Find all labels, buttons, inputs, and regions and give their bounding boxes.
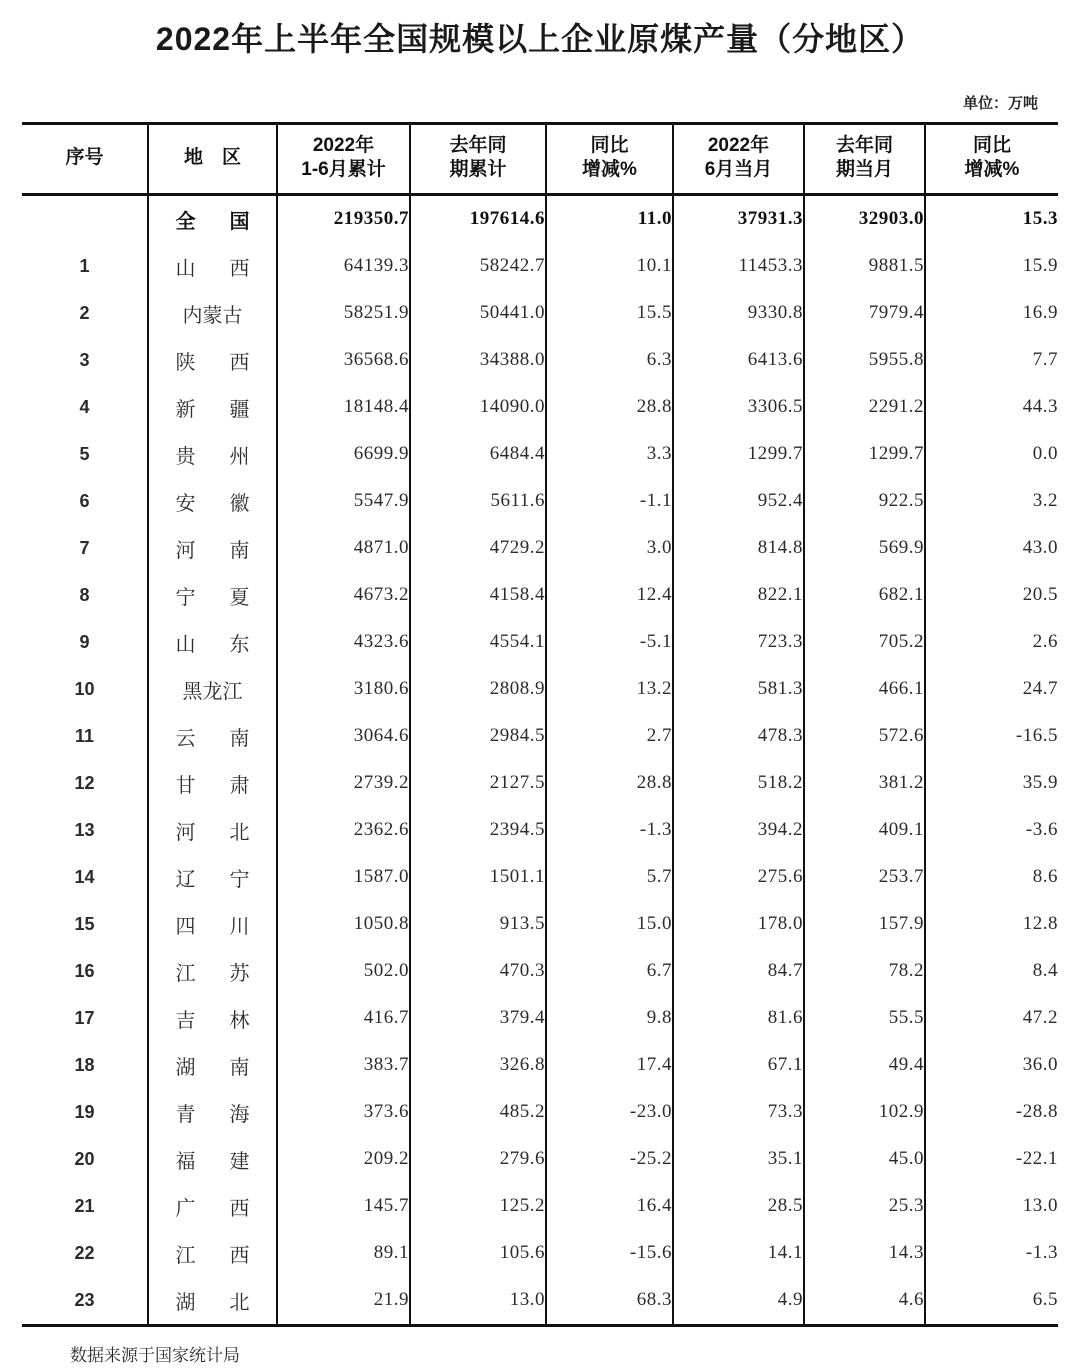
header-line-1: 2022年	[707, 135, 770, 157]
table-row	[22, 525, 1058, 572]
region-name: 云南	[175, 727, 250, 750]
row-jun-prev: 409.1	[804, 807, 925, 854]
row-region	[148, 854, 277, 901]
header-line-1: 2022年	[312, 135, 375, 157]
row-index: 19	[74, 1101, 95, 1122]
row-ytd-prev: 58242.7	[410, 243, 546, 290]
row-ytd-yoy: 10.1	[546, 243, 673, 290]
header-line-2: 增减%	[964, 159, 1020, 181]
column-header-region	[148, 124, 277, 195]
row-jun-2022: 723.3	[673, 619, 804, 666]
table-container	[22, 122, 1058, 1327]
row-jun-yoy: 35.9	[925, 760, 1058, 807]
row-ytd-2022: 383.7	[277, 1042, 410, 1089]
row-ytd-prev: 6484.4	[410, 431, 546, 478]
region-name: 山西	[175, 257, 250, 280]
row-jun-yoy: 8.4	[925, 948, 1058, 995]
row-ytd-prev: 379.4	[410, 995, 546, 1042]
row-ytd-yoy: 15.0	[546, 901, 673, 948]
row-jun-prev: 49.4	[804, 1042, 925, 1089]
row-ytd-yoy: 28.8	[546, 760, 673, 807]
row-ytd-prev: 50441.0	[410, 290, 546, 337]
row-jun-yoy: 8.6	[925, 854, 1058, 901]
row-ytd-yoy: -1.3	[546, 807, 673, 854]
row-ytd-prev: 4554.1	[410, 619, 546, 666]
unit-label: 单位：万吨	[962, 95, 1038, 113]
row-ytd-2022: 209.2	[277, 1136, 410, 1183]
row-ytd-prev: 125.2	[410, 1183, 546, 1230]
source-note: 数据来源于国家统计局	[70, 1345, 240, 1365]
row-index	[22, 194, 148, 243]
region-name: 辽宁	[175, 868, 250, 891]
row-ytd-prev: 2394.5	[410, 807, 546, 854]
row-jun-2022: 67.1	[673, 1042, 804, 1089]
row-jun-yoy: 12.8	[925, 901, 1058, 948]
row-jun-2022: 814.8	[673, 525, 804, 572]
region-name: 新疆	[175, 398, 250, 421]
row-jun-2022: 81.6	[673, 995, 804, 1042]
row-jun-yoy: -1.3	[925, 1230, 1058, 1277]
row-index: 22	[74, 1242, 95, 1263]
table-row	[22, 384, 1058, 431]
row-jun-yoy: 15.9	[925, 243, 1058, 290]
row-region	[148, 901, 277, 948]
row-jun-2022: 952.4	[673, 478, 804, 525]
table-row	[22, 1230, 1058, 1277]
row-ytd-prev: 4729.2	[410, 525, 546, 572]
region-name: 湖南	[175, 1056, 250, 1079]
row-ytd-yoy: 13.2	[546, 666, 673, 713]
region-name: 山东	[175, 633, 250, 656]
table-row	[22, 572, 1058, 619]
coal-output-table	[22, 122, 1058, 1327]
row-ytd-prev: 197614.6	[410, 194, 546, 243]
table-row	[22, 901, 1058, 948]
row-jun-yoy: 16.9	[925, 290, 1058, 337]
row-region	[148, 807, 277, 854]
table-row	[22, 1042, 1058, 1089]
row-ytd-yoy: -23.0	[546, 1089, 673, 1136]
row-ytd-yoy: 11.0	[546, 194, 673, 243]
row-ytd-yoy: -5.1	[546, 619, 673, 666]
row-jun-prev: 572.6	[804, 713, 925, 760]
row-region	[148, 619, 277, 666]
row-region	[148, 1042, 277, 1089]
row-jun-yoy: 13.0	[925, 1183, 1058, 1230]
table-row	[22, 760, 1058, 807]
row-ytd-2022: 145.7	[277, 1183, 410, 1230]
row-jun-prev: 9881.5	[804, 243, 925, 290]
row-jun-2022: 3306.5	[673, 384, 804, 431]
row-jun-prev: 253.7	[804, 854, 925, 901]
row-region	[148, 1277, 277, 1326]
row-ytd-2022: 64139.3	[277, 243, 410, 290]
row-ytd-prev: 13.0	[410, 1277, 546, 1326]
row-region	[148, 1183, 277, 1230]
header-line-2: 期累计	[449, 159, 507, 181]
row-jun-yoy: 3.2	[925, 478, 1058, 525]
row-region	[148, 337, 277, 384]
row-jun-2022: 73.3	[673, 1089, 804, 1136]
table-body	[22, 194, 1058, 1325]
column-header-jun-yoy	[925, 124, 1058, 195]
row-ytd-yoy: 17.4	[546, 1042, 673, 1089]
region-name: 甘肃	[175, 774, 250, 797]
row-index: 15	[74, 913, 95, 934]
row-jun-2022: 6413.6	[673, 337, 804, 384]
row-jun-yoy: 7.7	[925, 337, 1058, 384]
row-ytd-yoy: 9.8	[546, 995, 673, 1042]
row-ytd-prev: 485.2	[410, 1089, 546, 1136]
region-name: 吉林	[175, 1009, 250, 1032]
row-jun-2022: 9330.8	[673, 290, 804, 337]
row-jun-prev: 14.3	[804, 1230, 925, 1277]
row-jun-2022: 822.1	[673, 572, 804, 619]
row-index: 12	[74, 772, 95, 793]
row-ytd-yoy: -15.6	[546, 1230, 673, 1277]
row-jun-prev: 32903.0	[804, 194, 925, 243]
region-name: 江西	[175, 1244, 250, 1267]
row-index: 2	[79, 302, 90, 323]
region-name: 广西	[175, 1197, 250, 1220]
region-name: 陕西	[175, 351, 250, 374]
row-ytd-2022: 36568.6	[277, 337, 410, 384]
row-jun-yoy: 6.5	[925, 1277, 1058, 1326]
row-region	[148, 431, 277, 478]
column-header-jun-prev	[804, 124, 925, 195]
header-line-2: 1-6月累计	[301, 159, 386, 181]
row-jun-prev: 922.5	[804, 478, 925, 525]
header-line-2: 6月当月	[704, 159, 773, 181]
row-region	[148, 1089, 277, 1136]
row-jun-prev: 25.3	[804, 1183, 925, 1230]
row-jun-prev: 1299.7	[804, 431, 925, 478]
header-line-1: 同比	[972, 135, 1011, 157]
header-line-1: 序号	[65, 147, 104, 169]
row-ytd-2022: 4673.2	[277, 572, 410, 619]
row-index: 17	[74, 1007, 95, 1028]
row-region	[148, 713, 277, 760]
row-ytd-2022: 21.9	[277, 1277, 410, 1326]
row-region: 内蒙古	[148, 290, 277, 337]
column-header-ytd-yoy	[546, 124, 673, 195]
row-index: 14	[74, 866, 95, 887]
row-jun-prev: 78.2	[804, 948, 925, 995]
row-jun-2022: 37931.3	[673, 194, 804, 243]
row-jun-yoy: 20.5	[925, 572, 1058, 619]
row-jun-prev: 682.1	[804, 572, 925, 619]
row-ytd-2022: 58251.9	[277, 290, 410, 337]
row-jun-2022: 275.6	[673, 854, 804, 901]
row-index: 5	[79, 443, 90, 464]
region-name: 福建	[175, 1150, 250, 1173]
region-name: 宁夏	[175, 586, 250, 609]
row-ytd-prev: 4158.4	[410, 572, 546, 619]
table-row	[22, 337, 1058, 384]
table-row	[22, 290, 1058, 337]
row-ytd-2022: 2362.6	[277, 807, 410, 854]
row-ytd-2022: 3064.6	[277, 713, 410, 760]
row-ytd-yoy: -1.1	[546, 478, 673, 525]
column-header-index	[22, 124, 148, 195]
row-jun-2022: 478.3	[673, 713, 804, 760]
table-row	[22, 243, 1058, 290]
table-row	[22, 854, 1058, 901]
row-jun-yoy: 44.3	[925, 384, 1058, 431]
header-line-1: 去年同	[449, 135, 507, 157]
table-row	[22, 948, 1058, 995]
row-jun-prev: 5955.8	[804, 337, 925, 384]
region-name: 河南	[175, 539, 250, 562]
table-row	[22, 807, 1058, 854]
row-region	[148, 194, 277, 243]
region-name: 贵州	[175, 445, 250, 468]
row-jun-2022: 1299.7	[673, 431, 804, 478]
row-region	[148, 572, 277, 619]
row-ytd-prev: 105.6	[410, 1230, 546, 1277]
row-index: 6	[79, 490, 90, 511]
row-ytd-2022: 4871.0	[277, 525, 410, 572]
row-ytd-prev: 2127.5	[410, 760, 546, 807]
header-line-1: 地 区	[183, 147, 241, 169]
row-region	[148, 384, 277, 431]
row-jun-yoy: 36.0	[925, 1042, 1058, 1089]
row-ytd-2022: 373.6	[277, 1089, 410, 1136]
table-row	[22, 619, 1058, 666]
row-ytd-2022: 416.7	[277, 995, 410, 1042]
row-jun-yoy: -28.8	[925, 1089, 1058, 1136]
table-row	[22, 431, 1058, 478]
header-line-2: 期当月	[835, 159, 893, 181]
row-ytd-prev: 470.3	[410, 948, 546, 995]
row-ytd-yoy: 15.5	[546, 290, 673, 337]
row-jun-prev: 55.5	[804, 995, 925, 1042]
table-row	[22, 713, 1058, 760]
header-line-1: 同比	[590, 135, 629, 157]
row-index: 20	[74, 1148, 95, 1169]
row-ytd-2022: 1587.0	[277, 854, 410, 901]
region-name: 河北	[175, 821, 250, 844]
region-name: 全国	[175, 210, 250, 233]
row-jun-2022: 11453.3	[673, 243, 804, 290]
row-jun-prev: 7979.4	[804, 290, 925, 337]
row-jun-prev: 157.9	[804, 901, 925, 948]
row-index: 10	[74, 678, 95, 699]
row-ytd-2022: 219350.7	[277, 194, 410, 243]
table-row	[22, 1089, 1058, 1136]
header-line-1: 去年同	[835, 135, 893, 157]
row-jun-prev: 4.6	[804, 1277, 925, 1326]
row-index: 3	[79, 349, 90, 370]
row-jun-yoy: 15.3	[925, 194, 1058, 243]
table-row	[22, 478, 1058, 525]
row-jun-yoy: -16.5	[925, 713, 1058, 760]
column-header-ytd-prev	[410, 124, 546, 195]
table-row	[22, 194, 1058, 243]
row-jun-2022: 394.2	[673, 807, 804, 854]
row-ytd-prev: 34388.0	[410, 337, 546, 384]
row-index: 18	[74, 1054, 95, 1075]
row-ytd-prev: 14090.0	[410, 384, 546, 431]
row-jun-prev: 102.9	[804, 1089, 925, 1136]
row-ytd-yoy: -25.2	[546, 1136, 673, 1183]
row-jun-2022: 84.7	[673, 948, 804, 995]
table-row	[22, 1136, 1058, 1183]
row-ytd-yoy: 3.3	[546, 431, 673, 478]
row-ytd-prev: 326.8	[410, 1042, 546, 1089]
row-ytd-yoy: 12.4	[546, 572, 673, 619]
row-jun-prev: 2291.2	[804, 384, 925, 431]
row-index: 21	[74, 1195, 95, 1216]
row-ytd-2022: 89.1	[277, 1230, 410, 1277]
row-index: 8	[79, 584, 90, 605]
row-region	[148, 1230, 277, 1277]
header-line-2: 增减%	[582, 159, 637, 181]
region-name: 四川	[175, 915, 250, 938]
row-ytd-prev: 2984.5	[410, 713, 546, 760]
row-ytd-2022: 18148.4	[277, 384, 410, 431]
row-ytd-yoy: 68.3	[546, 1277, 673, 1326]
row-ytd-prev: 1501.1	[410, 854, 546, 901]
row-ytd-2022: 3180.6	[277, 666, 410, 713]
table-row	[22, 995, 1058, 1042]
row-region	[148, 243, 277, 290]
row-region	[148, 1136, 277, 1183]
row-index: 4	[79, 396, 90, 417]
row-region	[148, 948, 277, 995]
row-jun-2022: 4.9	[673, 1277, 804, 1326]
row-jun-2022: 28.5	[673, 1183, 804, 1230]
row-jun-2022: 14.1	[673, 1230, 804, 1277]
row-jun-prev: 705.2	[804, 619, 925, 666]
row-ytd-2022: 4323.6	[277, 619, 410, 666]
row-jun-2022: 518.2	[673, 760, 804, 807]
row-index: 23	[22, 1277, 148, 1326]
row-jun-2022: 178.0	[673, 901, 804, 948]
row-ytd-2022: 5547.9	[277, 478, 410, 525]
row-region	[148, 995, 277, 1042]
row-index: 16	[74, 960, 95, 981]
column-header-ytd-2022	[277, 124, 410, 195]
region-name: 安徽	[175, 492, 250, 515]
row-ytd-yoy: 3.0	[546, 525, 673, 572]
row-ytd-prev: 913.5	[410, 901, 546, 948]
row-jun-yoy: -22.1	[925, 1136, 1058, 1183]
row-region	[148, 760, 277, 807]
column-header-jun-2022	[673, 124, 804, 195]
page-title: 2022年上半年全国规模以上企业原煤产量（分地区）	[155, 21, 925, 57]
row-index: 1	[79, 255, 90, 276]
row-ytd-2022: 502.0	[277, 948, 410, 995]
row-ytd-prev: 5611.6	[410, 478, 546, 525]
row-region	[148, 525, 277, 572]
row-jun-yoy: 47.2	[925, 995, 1058, 1042]
row-ytd-yoy: 6.3	[546, 337, 673, 384]
table-row	[22, 1183, 1058, 1230]
row-ytd-yoy: 5.7	[546, 854, 673, 901]
row-index: 7	[79, 537, 90, 558]
row-ytd-yoy: 16.4	[546, 1183, 673, 1230]
row-jun-yoy: 0.0	[925, 431, 1058, 478]
row-ytd-yoy: 6.7	[546, 948, 673, 995]
row-jun-prev: 569.9	[804, 525, 925, 572]
row-region	[148, 478, 277, 525]
row-ytd-prev: 279.6	[410, 1136, 546, 1183]
row-jun-prev: 45.0	[804, 1136, 925, 1183]
row-index: 9	[79, 631, 90, 652]
row-jun-2022: 581.3	[673, 666, 804, 713]
row-jun-yoy: 24.7	[925, 666, 1058, 713]
row-index: 13	[74, 819, 95, 840]
row-ytd-yoy: 28.8	[546, 384, 673, 431]
row-jun-prev: 381.2	[804, 760, 925, 807]
row-ytd-2022: 1050.8	[277, 901, 410, 948]
row-jun-yoy: -3.6	[925, 807, 1058, 854]
row-ytd-2022: 2739.2	[277, 760, 410, 807]
row-index: 11	[74, 725, 95, 746]
row-jun-2022: 35.1	[673, 1136, 804, 1183]
row-jun-prev: 466.1	[804, 666, 925, 713]
row-jun-yoy: 43.0	[925, 525, 1058, 572]
region-name: 江苏	[175, 962, 250, 985]
row-ytd-prev: 2808.9	[410, 666, 546, 713]
row-ytd-yoy: 2.7	[546, 713, 673, 760]
table-row	[22, 1277, 1058, 1326]
region-name: 湖北	[175, 1291, 250, 1314]
row-jun-yoy: 2.6	[925, 619, 1058, 666]
row-region: 黑龙江	[148, 666, 277, 713]
table-header-row	[22, 124, 1058, 195]
region-name: 青海	[175, 1103, 250, 1126]
table-row	[22, 666, 1058, 713]
table-header	[22, 124, 1058, 195]
row-ytd-2022: 6699.9	[277, 431, 410, 478]
